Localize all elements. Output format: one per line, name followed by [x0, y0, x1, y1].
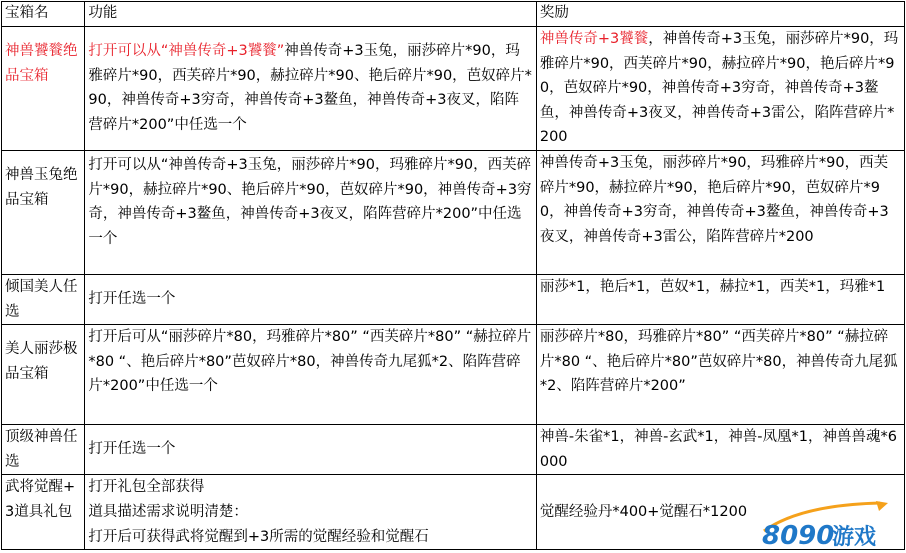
8090-logo	[760, 501, 900, 549]
row-reward	[536, 27, 904, 151]
function-line: 道具描述需求说明清楚：	[88, 503, 248, 520]
header-function: 功能	[85, 2, 536, 27]
row-name	[2, 475, 85, 550]
row-name	[2, 151, 85, 275]
row-function	[85, 151, 536, 275]
row-name	[2, 27, 85, 151]
logo-arrow-icon	[876, 501, 888, 511]
function-text: 打开任选一个	[88, 441, 176, 458]
logo-text: 游戏	[832, 525, 877, 549]
function-text: 神兽传奇+3玉兔，丽莎碎片*90，玛雅碎片*90，西芙碎片*90，赫拉碎片*90、艳后碎片*90，芭奴碎片*90，神兽传奇+3穷奇，神兽传奇+3鳌鱼，神兽传奇+3夜叉，陷阵营碎片*200”中任选一个	[88, 43, 532, 133]
row-name-text: 武将觉醒+3道具礼包	[5, 479, 76, 520]
row-reward	[536, 151, 904, 275]
row-name	[2, 275, 85, 325]
table-row	[2, 151, 905, 275]
row-name-text: 神兽玉兔绝品宝箱	[5, 167, 78, 208]
table-row	[2, 425, 905, 475]
reward-text: ，神兽传奇+3玉兔，丽莎碎片*90，玛雅碎片*90，西芙碎片*90，赫拉碎片*90，艳后碎片*90，芭奴碎片*90，神兽传奇+3穷奇，神兽传奇+3鳌鱼，神兽传奇+3夜叉，神兽传奇+3雷公，陷阵营碎片*200	[539, 31, 899, 146]
header-reward: 奖励	[536, 2, 904, 27]
row-name-text: 顶级神兽任选	[5, 429, 78, 470]
row-function	[85, 325, 536, 425]
function-line: 打开后可获得武将觉醒到+3所需的觉醒经验和觉醒石	[88, 528, 429, 545]
row-name	[2, 425, 85, 475]
function-text: 打开任选一个	[88, 291, 176, 308]
row-reward	[536, 425, 904, 475]
function-text: 打开可以从“神兽传奇+3玉兔，丽莎碎片*90，玛雅碎片*90，西芙碎片*90，赫拉碎片*90、艳后碎片*90，芭奴碎片*90，神兽传奇+3穷奇，神兽传奇+3鳌鱼，神兽传奇+3夜叉，陷阵营碎片*200”中任选一个	[88, 157, 532, 247]
reward-highlight: 神兽传奇+3饕餮	[539, 31, 649, 47]
reward-table	[1, 1, 905, 550]
reward-text: 神兽传奇+3玉兔，丽莎碎片*90，玛雅碎片*90，西芙碎片*90，赫拉碎片*90，艳后碎片*90，芭奴碎片*90，神兽传奇+3穷奇，神兽传奇+3鳌鱼，神兽传奇+3夜叉，神兽传奇+3雷公，陷阵营碎片*200	[539, 155, 889, 245]
row-name-text: 美人丽莎极品宝箱	[5, 341, 78, 382]
function-highlight: 打开可以从“神兽传奇+3饕餮”	[88, 43, 285, 59]
reward-text: 丽莎*1，艳后*1，芭奴*1，赫拉*1，西芙*1，玛雅*1	[539, 279, 886, 295]
row-name-text: 倾国美人任选	[5, 279, 78, 320]
table-row	[2, 325, 905, 425]
reward-text: 觉醒经验丹*400+觉醒石*1200	[539, 504, 748, 521]
table-row	[2, 27, 905, 151]
header-name: 宝箱名	[2, 2, 85, 27]
logo-digits: 8090	[762, 521, 835, 549]
row-function	[85, 275, 536, 325]
row-name-text: 神兽饕餮绝品宝箱	[5, 43, 78, 84]
row-reward	[536, 275, 904, 325]
reward-text: 丽莎碎片*80，玛雅碎片*80” “西芙碎片*80” “赫拉碎片*80 “、艳后碎片*80”芭奴碎片*80，神兽传奇九尾狐*2、陷阵营碎片*200”	[539, 329, 898, 395]
table-row	[2, 275, 905, 325]
row-function	[85, 27, 536, 151]
row-reward	[536, 325, 904, 425]
table-header-row	[2, 2, 905, 27]
row-function	[85, 475, 536, 550]
function-text: 打开后可从“丽莎碎片*80，玛雅碎片*80” “西芙碎片*80” “赫拉碎片*80 “、艳后碎片*80”芭奴碎片*80，神兽传奇九尾狐*2、陷阵营碎片*200”中任选一个	[88, 329, 532, 395]
row-name	[2, 325, 85, 425]
reward-text: 神兽-朱雀*1，神兽-玄武*1，神兽-凤凰*1，神兽兽魂*6000	[539, 429, 897, 470]
function-line: 打开礼包全部获得	[88, 479, 205, 496]
row-function	[85, 425, 536, 475]
